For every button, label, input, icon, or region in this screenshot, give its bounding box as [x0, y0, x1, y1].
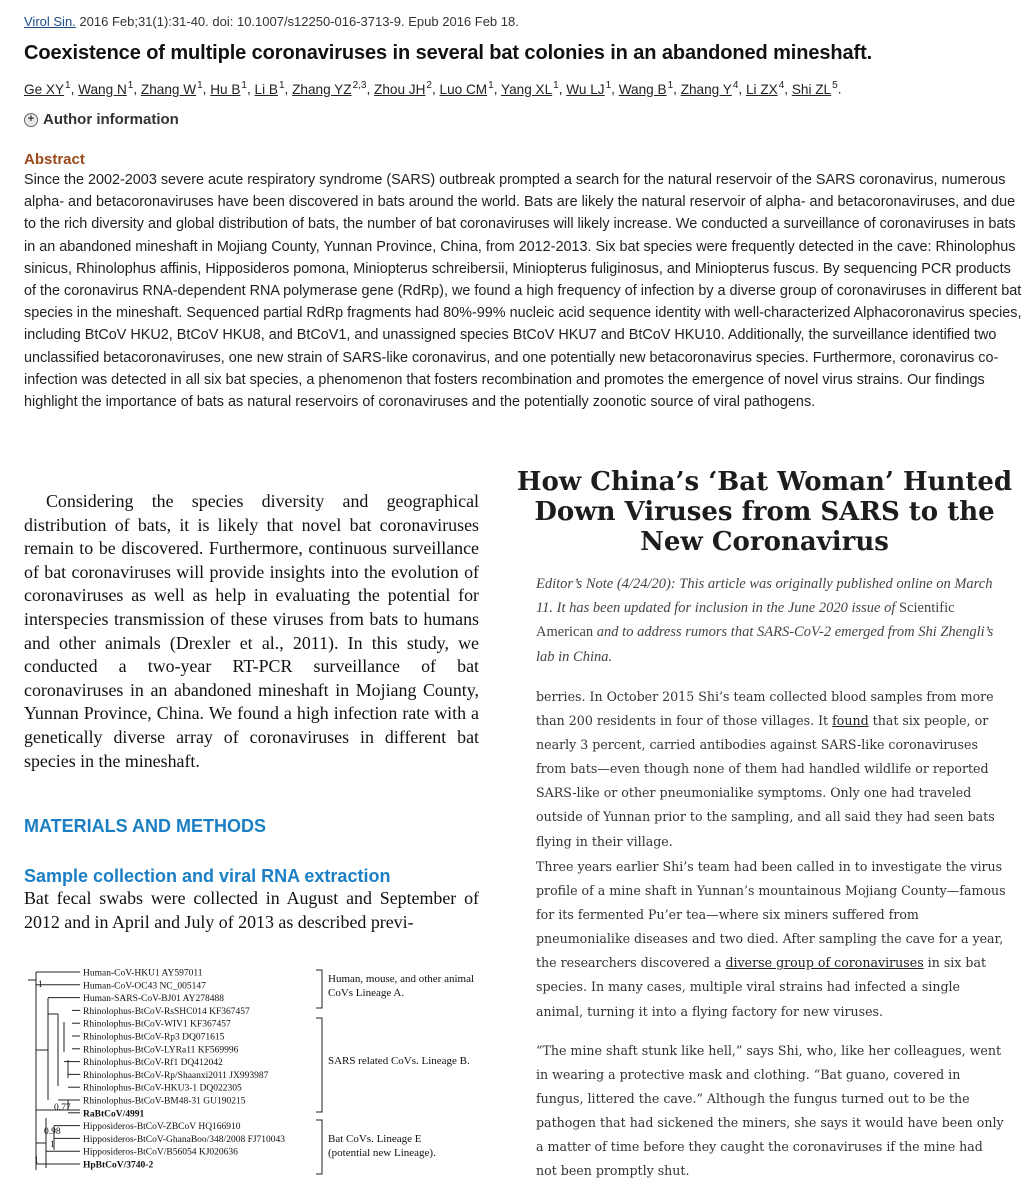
sample-collection-heading: Sample collection and viral RNA extraction: [24, 866, 391, 886]
citation-details: 2016 Feb;31(1):31-40. doi: 10.1007/s12250-016-3713-9. Epub 2016 Feb 18.: [75, 14, 519, 29]
author-affiliation: 1: [553, 80, 559, 91]
author-affiliation: 1: [488, 80, 494, 91]
author-affiliation: 2: [426, 80, 432, 91]
diverse-coronaviruses-link[interactable]: diverse group of coronaviruses: [725, 955, 924, 971]
author-link[interactable]: Yang XL: [501, 81, 553, 97]
bootstrap-label: 1: [34, 1156, 39, 1166]
tree-leaf-label: Rhinolophus-BtCoV-HKU3-1 DQ022305: [83, 1083, 242, 1094]
author-entry: [24, 82, 71, 97]
article-title: Coexistence of multiple coronaviruses in several bat colonies in an abandoned mineshaft.: [24, 42, 873, 64]
author-affiliation: 1: [605, 80, 612, 91]
author-affiliation: 1: [127, 80, 134, 91]
phylogenetic-tree: [28, 960, 498, 1186]
author-entry: [746, 82, 784, 97]
materials-methods-heading: MATERIALS AND METHODS: [24, 816, 266, 836]
tree-leaf-label: Hipposideros-BtCoV/B56054 KJ020636: [83, 1147, 238, 1158]
author-affiliation: 1: [667, 80, 674, 91]
author-affiliation: 2,3: [352, 80, 367, 91]
group-label-lineage-a: Human, mouse, and other animal: [328, 973, 475, 985]
tree-leaf-label: Hipposideros-BtCoV-ZBCoV HQ166910: [83, 1122, 241, 1133]
author-link[interactable]: Luo CM: [439, 81, 488, 97]
author-link[interactable]: Zhang YZ: [292, 81, 352, 97]
sample-collection-text: Bat fecal swabs were collected in August and September of 2012 and in April and July of 2013 as described previ-: [24, 888, 479, 932]
group-bracket: [316, 1120, 322, 1174]
abstract-text: Since the 2002-2003 severe acute respiratory syndrome (SARS) outbreak prompted a search for the natural reservoir of the SARS coronavirus, numerous alpha- and betacoronaviruses have been discovered in bats around the world. Bats are likely the natural reservoir of alpha- and betacoronaviruses, and due to the rich diversity and global distribution of bats, the number of bat coronaviruses will likely increase. We conducted a surveillance of coronaviruses in bats in an abandoned mineshaft in Mojiang County, Yunnan Province, China, from 2012-2013. Six bat species were frequently detected in the cave: Rhinolophus sinicus, Rhinolophus affinis, Hipposideros pomona, Miniopterus schreibersii, Miniopterus fuliginosus, and Miniopterus fuscus. By sequencing PCR products of the coronavirus RNA-dependent RNA polymerase gene (RdRp), we found a high frequency of infection by a diverse group of coronaviruses in different bat species in the mineshaft. Sequenced partial RdRp fragments had 80%-99% nucleic acid sequence identity with well-characterized Alphacoronavirus species, including BtCoV HKU2, BtCoV HKU8, and BtCoV1, and unassigned species BtCoV HKU7 and BtCoV HKU10. Additionally, the surveillance identified two unclassified betacoronaviruses, one new strain of SARS-like coronavirus, and one potentially new betacoronavirus species. Furthermore, coronavirus co-infection was detected in all six bat species, a phenomenon that fosters recombination and promotes the emergence of novel virus strains. Our findings highlight the importance of bats as natural reservoirs of coronaviruses and the potentially zoonotic source of viral pathogens.: [24, 172, 1022, 411]
author-link[interactable]: Shi ZL: [791, 81, 832, 97]
tree-leaf-label: HpBtCoV/3740-2: [83, 1160, 154, 1171]
group-bracket: [316, 970, 322, 1008]
citation-line: [24, 14, 519, 29]
author-link[interactable]: Li ZX: [745, 81, 778, 97]
author-entry: [210, 82, 247, 97]
author-entry: [792, 82, 838, 97]
tree-leaf-label: Rhinolophus-BtCoV-LYRa11 KF569996: [83, 1045, 239, 1056]
author-affiliation: 1: [241, 80, 247, 91]
group-label-lineage-e: (potential new Lineage).: [328, 1147, 436, 1159]
author-affiliation: 5: [832, 80, 838, 91]
author-entry: [141, 82, 203, 97]
group-label-lineage-a: CoVs Lineage A.: [328, 987, 405, 999]
author-link[interactable]: Wang B: [618, 81, 667, 97]
author-link[interactable]: Wang N: [78, 81, 127, 97]
tree-leaf-label: Human-SARS-CoV-BJ01 AY278488: [83, 994, 225, 1005]
bootstrap-label: 1: [38, 980, 43, 990]
author-affiliation: 4: [778, 80, 785, 91]
author-information-label: Author information: [43, 111, 179, 128]
author-link[interactable]: Wu LJ: [566, 81, 605, 97]
sa-paragraph-3: “The mine shaft stunk like hell,” says Shi, who, like her colleagues, went in wearing a protective mask and clothing. “Bat guano, covered in fungus, littered the cave.” Although the fungus turned out to be the pathogen that had sickened the miners, she says it would have been only a matter of time before they caught the coronaviruses if the mine had not been promptly shut.: [536, 1043, 1004, 1179]
magazine-name: Scientific American: [536, 600, 955, 641]
bootstrap-label: 0.98: [44, 1127, 61, 1137]
group-bracket: [316, 1018, 322, 1112]
author-entry: [78, 82, 133, 97]
author-entry: [374, 82, 432, 97]
journal-link[interactable]: Virol Sin.: [24, 14, 76, 29]
tree-leaf-label: Rhinolophus-BtCoV-Rp3 DQ071615: [83, 1032, 225, 1043]
tree-leaf-label: Human-CoV-OC43 NC_005147: [83, 981, 206, 992]
author-entry: [440, 82, 494, 97]
group-label-lineage-b: SARS related CoVs. Lineage B.: [328, 1055, 470, 1067]
author-affiliation: 1: [65, 80, 71, 91]
tree-leaf-label: Rhinolophus-BtCoV-Rf1 DQ412042: [83, 1058, 223, 1069]
author-list: Ge $XY^1$, Wang $N^1$, Zhang $W^1$, Hu $B^1$, Li $B^1$, Zhang YZ$^{2,3}$, Zhou $JH^2$, Luo $CM^1$, Yang $XL^1$, Wu $LJ^1$, Wang $B^1$, Zhang $Y^4$, Li $ZX^4$, Shi $ZL^5$.: [24, 80, 842, 97]
author-link[interactable]: Hu B: [210, 81, 241, 97]
sa-paragraph-text: in six bat species. In many cases, multiple viral strains had infected a single animal, turning it into a flying factory for new viruses.: [536, 955, 987, 1019]
author-link[interactable]: Zhang W: [140, 81, 197, 97]
plus-icon: +: [24, 113, 38, 127]
editors-note-text: Editor’s Note (4/24/20): This article was originally published online on March 11. It has been updated for inclusion in the June 2020 issue of: [536, 576, 993, 617]
author-affiliation: 4: [732, 80, 739, 91]
tree-leaf-label: Rhinolophus-BtCoV-BM48-31 GU190215: [83, 1096, 246, 1107]
tree-leaf-label: RaBtCoV/4991: [83, 1109, 145, 1120]
editors-note-text: and to address rumors that SARS-CoV-2 emerged from Shi Zhengli’s lab in China.: [536, 624, 994, 665]
author-entry: [255, 82, 285, 97]
author-entry: [681, 82, 739, 97]
sa-paragraph-text: that six people, or nearly 3 percent, carried antibodies against SARS-like coronaviruses from bats—even though none of them had handled wildlife or reported SARS-like or other pneumonialike symptoms. Only one had traveled outside of Yunnan prior to the sampling, and all said they had seen bats flying in their village.: [536, 713, 995, 849]
found-link[interactable]: found: [832, 713, 869, 729]
bootstrap-label: 1: [50, 1140, 55, 1150]
tree-leaf-label: Rhinolophus-BtCoV-WIV1 KF367457: [83, 1019, 231, 1030]
paper-introduction-paragraph: Considering the species diversity and geographical distribution of bats, it is likely that novel bat coronaviruses remain to be discovered. Furthermore, continuous surveillance of bat coronaviruses will provide insights into the evolution of coronaviruses as well as help in evaluating the potential for interspecies transmission of these viruses from bats to humans and other animals (Drexler et al., 2011). In this study, we conducted a two-year RT-PCR surveillance of bat coronaviruses in an abandoned mineshaft in Mojiang County, Yunnan Province, China. We found a high infection rate with a genetically diverse array of coronaviruses in different bat species in the mineshaft.: [24, 491, 479, 771]
sa-article-title: How China’s ‘Bat Woman’ Hunted Down Viruses from SARS to the New Coronavirus: [516, 467, 1013, 557]
group-label-lineage-e: Bat CoVs. Lineage E: [328, 1133, 422, 1145]
sa-paragraph-1: [536, 685, 1006, 854]
tree-leaf-label: Human-CoV-HKU1 AY597011: [83, 968, 203, 979]
author-link[interactable]: Li B: [254, 81, 278, 97]
abstract-heading: Abstract: [24, 151, 85, 168]
bootstrap-label: 0.77: [54, 1103, 71, 1113]
sa-paragraph-text: berries. In October 2015 Shi’s team collected blood samples from more than 200 residents in four of those villages. It: [536, 689, 994, 729]
tree-leaf-label: Rhinolophus-BtCoV-Rp/Shaanxi2011 JX993987: [83, 1070, 269, 1081]
author-entry: [501, 82, 559, 97]
sa-paragraph-text: Three years earlier Shi’s team had been called in to investigate the virus profile of a mine shaft in Yunnan’s mountainous Mojiang County—famous for its fermented Pu’er tea—where six miners suffered from pneumonialike diseases and two died. After sampling the cave for a year, the researchers discovered a: [536, 859, 1006, 971]
tree-leaf-label: Rhinolophus-BtCoV-RsSHC014 KF367457: [83, 1006, 250, 1017]
author-affiliation: 1: [278, 80, 285, 91]
author-entry: [619, 82, 673, 97]
author-link[interactable]: Ge XY: [24, 81, 65, 97]
tree-leaf-label: Hipposideros-BtCoV-GhanaBoo/348/2008 FJ710043: [83, 1134, 286, 1145]
sa-paragraph-2: [536, 855, 1006, 1024]
author-link[interactable]: Zhang Y: [680, 81, 732, 97]
editors-note: [536, 572, 1006, 669]
author-link[interactable]: Zhou JH: [374, 81, 426, 97]
author-information-toggle[interactable]: [24, 111, 179, 128]
author-affiliation: 1: [197, 80, 203, 91]
author-entry: [566, 82, 611, 97]
author-entry: [292, 82, 366, 97]
